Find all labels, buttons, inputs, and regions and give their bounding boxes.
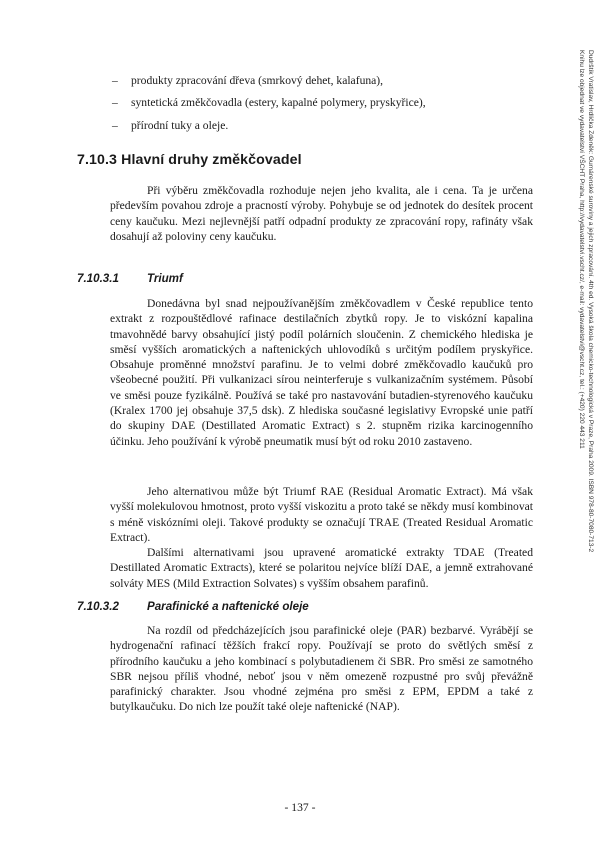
subsection-heading-triumf xyxy=(77,272,183,285)
bullet-list xyxy=(112,70,532,137)
list-dash: – xyxy=(112,74,118,87)
section-intro-paragraph: Při výběru změkčovadla rozhoduje nejen jeho kvalita, ale i cena. Ta je určena především povahou zdroje a pracností výroby. Pohybuje se od jednotek do desítek procent ceny kaučuku. Mezi nejlevnější patří odpadní produkty ze zpracování ropy, rafináty však dosahují až poloviny ceny kaučuku. xyxy=(110,184,533,243)
subsection-title: Triumf xyxy=(147,272,183,285)
page-number: - 137 - xyxy=(284,801,316,814)
triumf-paragraph-1: Donedávna byl snad nejpoužívanějším změkčovadlem v České republice tento extrakt z rozpouštědlové rafinace destilačních zbytků ropy. Je to viskózní kapalina tmavohnědé barvy obsahující jistý podíl polárních sloučenin. Z chemického hlediska je směsí vyšších aromatických a naftenických uhlovodíků s určitým podílem pryskyřice. Obsahuje proměnné množství parafinu. Je to velmi dobré změkčovadlo kaučuků pro všeobecné použití. Při vulkanizaci sírou neinterferuje s vulkanizačním systémem. Působí ve směsi pouze fyzikálně. Používá se také pro nastavování butadien-styrenového kaučuku (Kralex 1700 jej obsahuje 37,5 dsk). Z hlediska současné legislativy Evropské unie patří do skupiny DAE (Destillated Aromatic Extract) s 2. stupněm rizika karcinogenního účinku. Jeho používání k výrobě pneumatik musí být od roku 2010 zastaveno. xyxy=(110,297,533,448)
section-title: Hlavní druhy změkčovadel xyxy=(121,152,302,168)
subsection-number: 7.10.3.2 xyxy=(77,600,119,613)
oils-paragraph: Na rozdíl od předcházejících jsou parafinické oleje (PAR) bezbarvé. Vyrábějí se hydrogenační rafinací těžších frakcí ropy. Používají se proto do světlých směsí z přírodního kaučuku a jeho kombinací s polybutadienem či SBR. Pro směsi ze samotného SBR nejsou příliš vhodné, neboť jsou v něm omezeně rozpustné pro svůj převážně parafinický charakter. Jsou vhodné zejména pro směsi z EPM, EPDM a také z butylkaučuku. Do nich lze použít také oleje naftenické (NAP). xyxy=(110,624,533,714)
list-item-text: přírodní tuky a oleje. xyxy=(131,118,229,132)
side-citation xyxy=(565,50,600,730)
section-heading xyxy=(77,152,302,168)
list-item-text: syntetická změkčovadla (estery, kapalné polymery, pryskyřice), xyxy=(131,96,426,110)
list-dash: – xyxy=(112,96,118,110)
subsection-number: 7.10.3.1 xyxy=(77,272,119,285)
side-citation-line-2: Knihu lze objednat ve vydavatelství VŠCHT Praha, http://vydavatelstvi.vscht.cz/, e-mail: vydavatelstvi@vscht.cz, tel.: (+420) 220 443 211 xyxy=(578,50,585,449)
list-item-text: produkty zpracování dřeva (smrkový dehet, kalafuna), xyxy=(131,74,384,87)
subsection-heading-oils xyxy=(77,600,309,613)
side-citation-line-1: Dudrštík Vratislav, Hrdlička Zdeněk: Gumárenské suroviny a jejich zpracování. 4th ed. Vysoká škola chemicko-technologická v Praze, Praha 2009. ISBN 978-80-7080-713-2 xyxy=(587,50,594,553)
side-citation-text xyxy=(577,50,595,552)
list-item xyxy=(112,92,532,114)
triumf-paragraph-2: Jeho alternativou může být Triumf RAE (Residual Aromatic Extract). Má však vyšší molekulovou hmotnost, proto vyšší viskozitu a proto také se někdy musí kombinovat s méně viskózními oleji. Takové produkty se označují TRAE (Treated Residual Aromatic Extract). xyxy=(110,485,533,544)
subsection-title: Parafinické a naftenické oleje xyxy=(147,600,309,613)
list-dash: – xyxy=(112,118,118,132)
list-item xyxy=(112,115,532,137)
triumf-paragraph-3: Dalšími alternativami jsou upravené aromatické extrakty TDAE (Treated Destillated Aromatic Extracts), které se polaritou nejvíce blíží DAE, a jemně extrahované solváty MES (Mild Extraction Solvates) s vyšším obsahem parafinů. xyxy=(110,546,533,590)
section-number: 7.10.3 xyxy=(77,152,118,168)
list-item xyxy=(112,70,532,92)
